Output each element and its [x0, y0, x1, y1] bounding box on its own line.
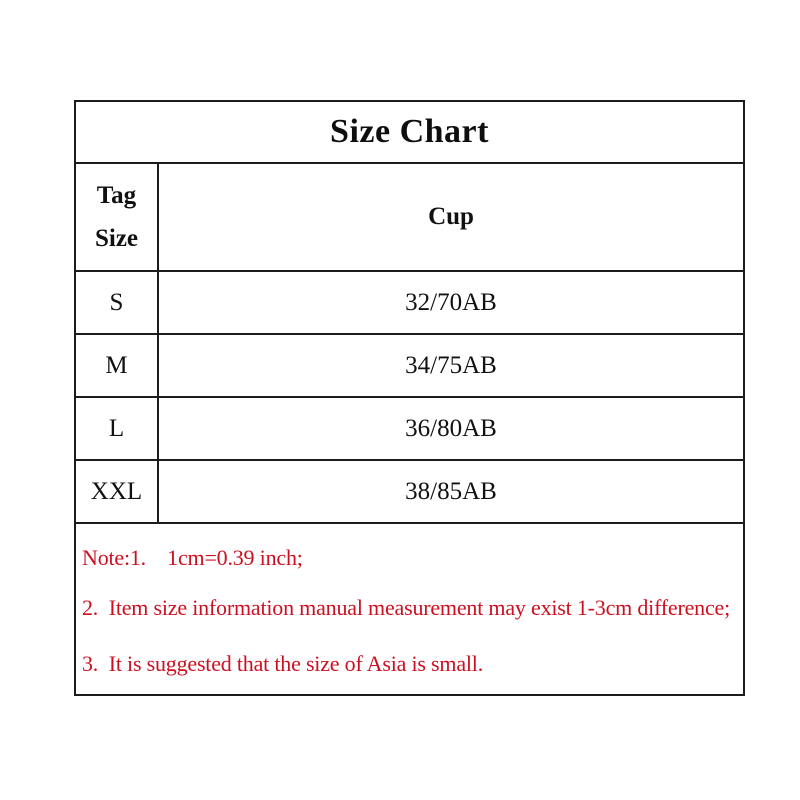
table-row-xxl	[76, 461, 743, 524]
tag-size-column-header	[76, 164, 159, 270]
note-line-2: 2. Item size information manual measurement may exist 1-3cm difference;	[82, 595, 731, 620]
cup-cell: 34/75AB	[405, 351, 497, 379]
table-row-s	[76, 272, 743, 335]
cup-cell: 36/80AB	[405, 414, 497, 442]
size-chart-table	[74, 100, 745, 696]
note-line-3: 3. It is suggested that the size of Asia is small.	[82, 651, 484, 676]
cup-cell: 32/70AB	[405, 288, 497, 316]
column-header-row	[76, 164, 743, 272]
tag-size-header-line1: Tag	[96, 182, 137, 209]
size-chart-title-row	[76, 102, 743, 164]
notes-section	[76, 524, 743, 694]
tag-size-cell: S	[76, 272, 159, 333]
cup-column-header: Cup	[428, 203, 474, 230]
note-line-1: Note:1. 1cm=0.39 inch;	[82, 545, 303, 570]
cup-cell: 38/85AB	[405, 477, 497, 505]
tag-size-cell: XXL	[76, 461, 159, 522]
table-row-l	[76, 398, 743, 461]
tag-size-cell: M	[76, 335, 159, 396]
size-chart-title: Size Chart	[330, 113, 489, 150]
tag-size-header-line2: Size	[94, 225, 139, 252]
tag-size-cell: L	[76, 398, 159, 459]
table-row-m	[76, 335, 743, 398]
